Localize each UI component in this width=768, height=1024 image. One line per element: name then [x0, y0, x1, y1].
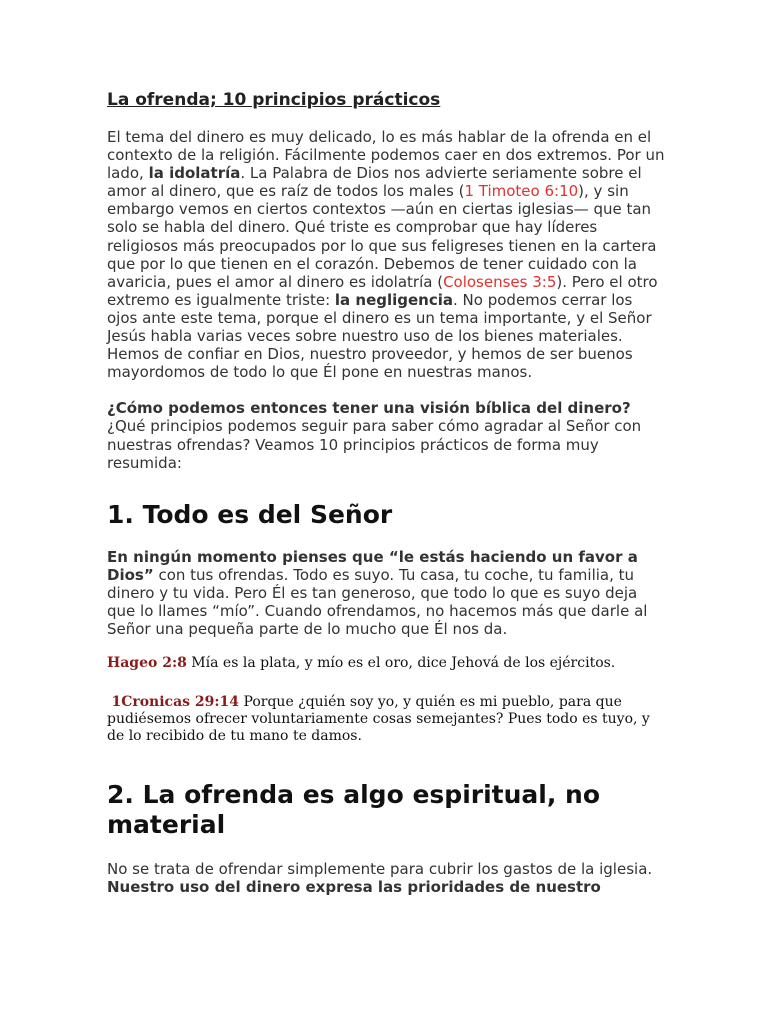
- section-1-bold: En ningún momento pienses que “le estás haciendo un favor a Dios”: [107, 547, 638, 584]
- verse-ref-cronicas[interactable]: 1Cronicas 29:14: [111, 693, 240, 710]
- document-title: La ofrenda; 10 principios prácticos: [107, 90, 441, 110]
- intro-text-2: . La Palabra de Dios nos advierte seriamente sobre el amor al dinero, que es raíz de todos los males (: [107, 164, 642, 201]
- reference-link-colosenses[interactable]: Colosenses 3:5: [443, 272, 557, 291]
- section-1-paragraph: [107, 548, 667, 638]
- intro-text-1: El tema del dinero es muy delicado, lo es más hablar de la ofrenda en el contexto de la religión. Fácilmente podemos caer en dos extremos. Por un lado,: [107, 128, 665, 183]
- section-2-text: No se trata de ofrendar simplemente para cubrir los gastos de la iglesia.: [107, 859, 653, 878]
- section-2-heading: 2. La ofrenda es algo espiritual, no material: [107, 779, 601, 839]
- intro-paragraph: [107, 128, 667, 381]
- section-1-rest: con tus ofrendas. Todo es suyo. Tu casa, tu coche, tu familia, tu dinero y tu vida. Pero Él es tan generoso, que todo lo que es suyo deja que lo llames “mío”. Cuando ofrendamos, no hacemos más que darle al Señor una pequeña parte de lo mucho que Él nos da.: [107, 565, 648, 639]
- intro-text-3: ), y sin embargo vemos en ciertos contextos —aún en ciertas iglesias— que tan solo se habla del dinero. Qué triste es comprobar que hay líderes religiosos más preocupados por lo que sus feligreses tienen en la cartera que por lo que tienen en el corazón. Debemos de tener cuidado con la avaricia, pues el amor al dinero es idolatría (: [107, 182, 657, 291]
- section-2-paragraph: [107, 860, 667, 896]
- intro-text-4: ). Pero el otro extremo es igualmente triste:: [107, 272, 658, 309]
- verse-text-hageo: Mía es la plata, y mío es el oro, dice Jehová de los ejércitos.: [186, 655, 616, 672]
- intro-bold-negligence: la negligencia: [334, 290, 454, 309]
- section-1-heading: 1. Todo es del Señor: [107, 499, 393, 529]
- question-bold: ¿Cómo podemos entonces tener una visión bíblica del dinero?: [107, 399, 631, 418]
- verse-hageo: [107, 655, 667, 672]
- verse-cronicas: [107, 694, 667, 746]
- verse-ref-hageo[interactable]: Hageo 2:8: [107, 655, 187, 672]
- reference-link-timoteo[interactable]: 1 Timoteo 6:10: [464, 182, 579, 201]
- document-page: [107, 88, 667, 896]
- intro-bold-idolatry: la idolatría: [148, 164, 241, 183]
- section-2-bold: Nuestro uso del dinero expresa las prioridades de nuestro: [107, 877, 601, 896]
- question-paragraph: [107, 399, 667, 471]
- question-rest: ¿Qué principios podemos seguir para saber cómo agradar al Señor con nuestras ofrendas? Veamos 10 principios prácticos de forma muy resumida:: [107, 417, 642, 472]
- verse-text-cronicas: Porque ¿quién soy yo, y quién es mi pueblo, para que pudiésemos ofrecer voluntariamente cosas semejantes? Pues todo es tuyo, y de lo recibido de tu mano te damos.: [107, 693, 650, 745]
- intro-text-5: . No podemos cerrar los ojos ante este tema, porque el dinero es un tema importante, y el Señor Jesús habla varias veces sobre nuestro uso de los bienes materiales. Hemos de confiar en Dios, nuestro proveedor, y hemos de ser buenos mayordomos de todo lo que Él pone en nuestras manos.: [107, 290, 652, 382]
